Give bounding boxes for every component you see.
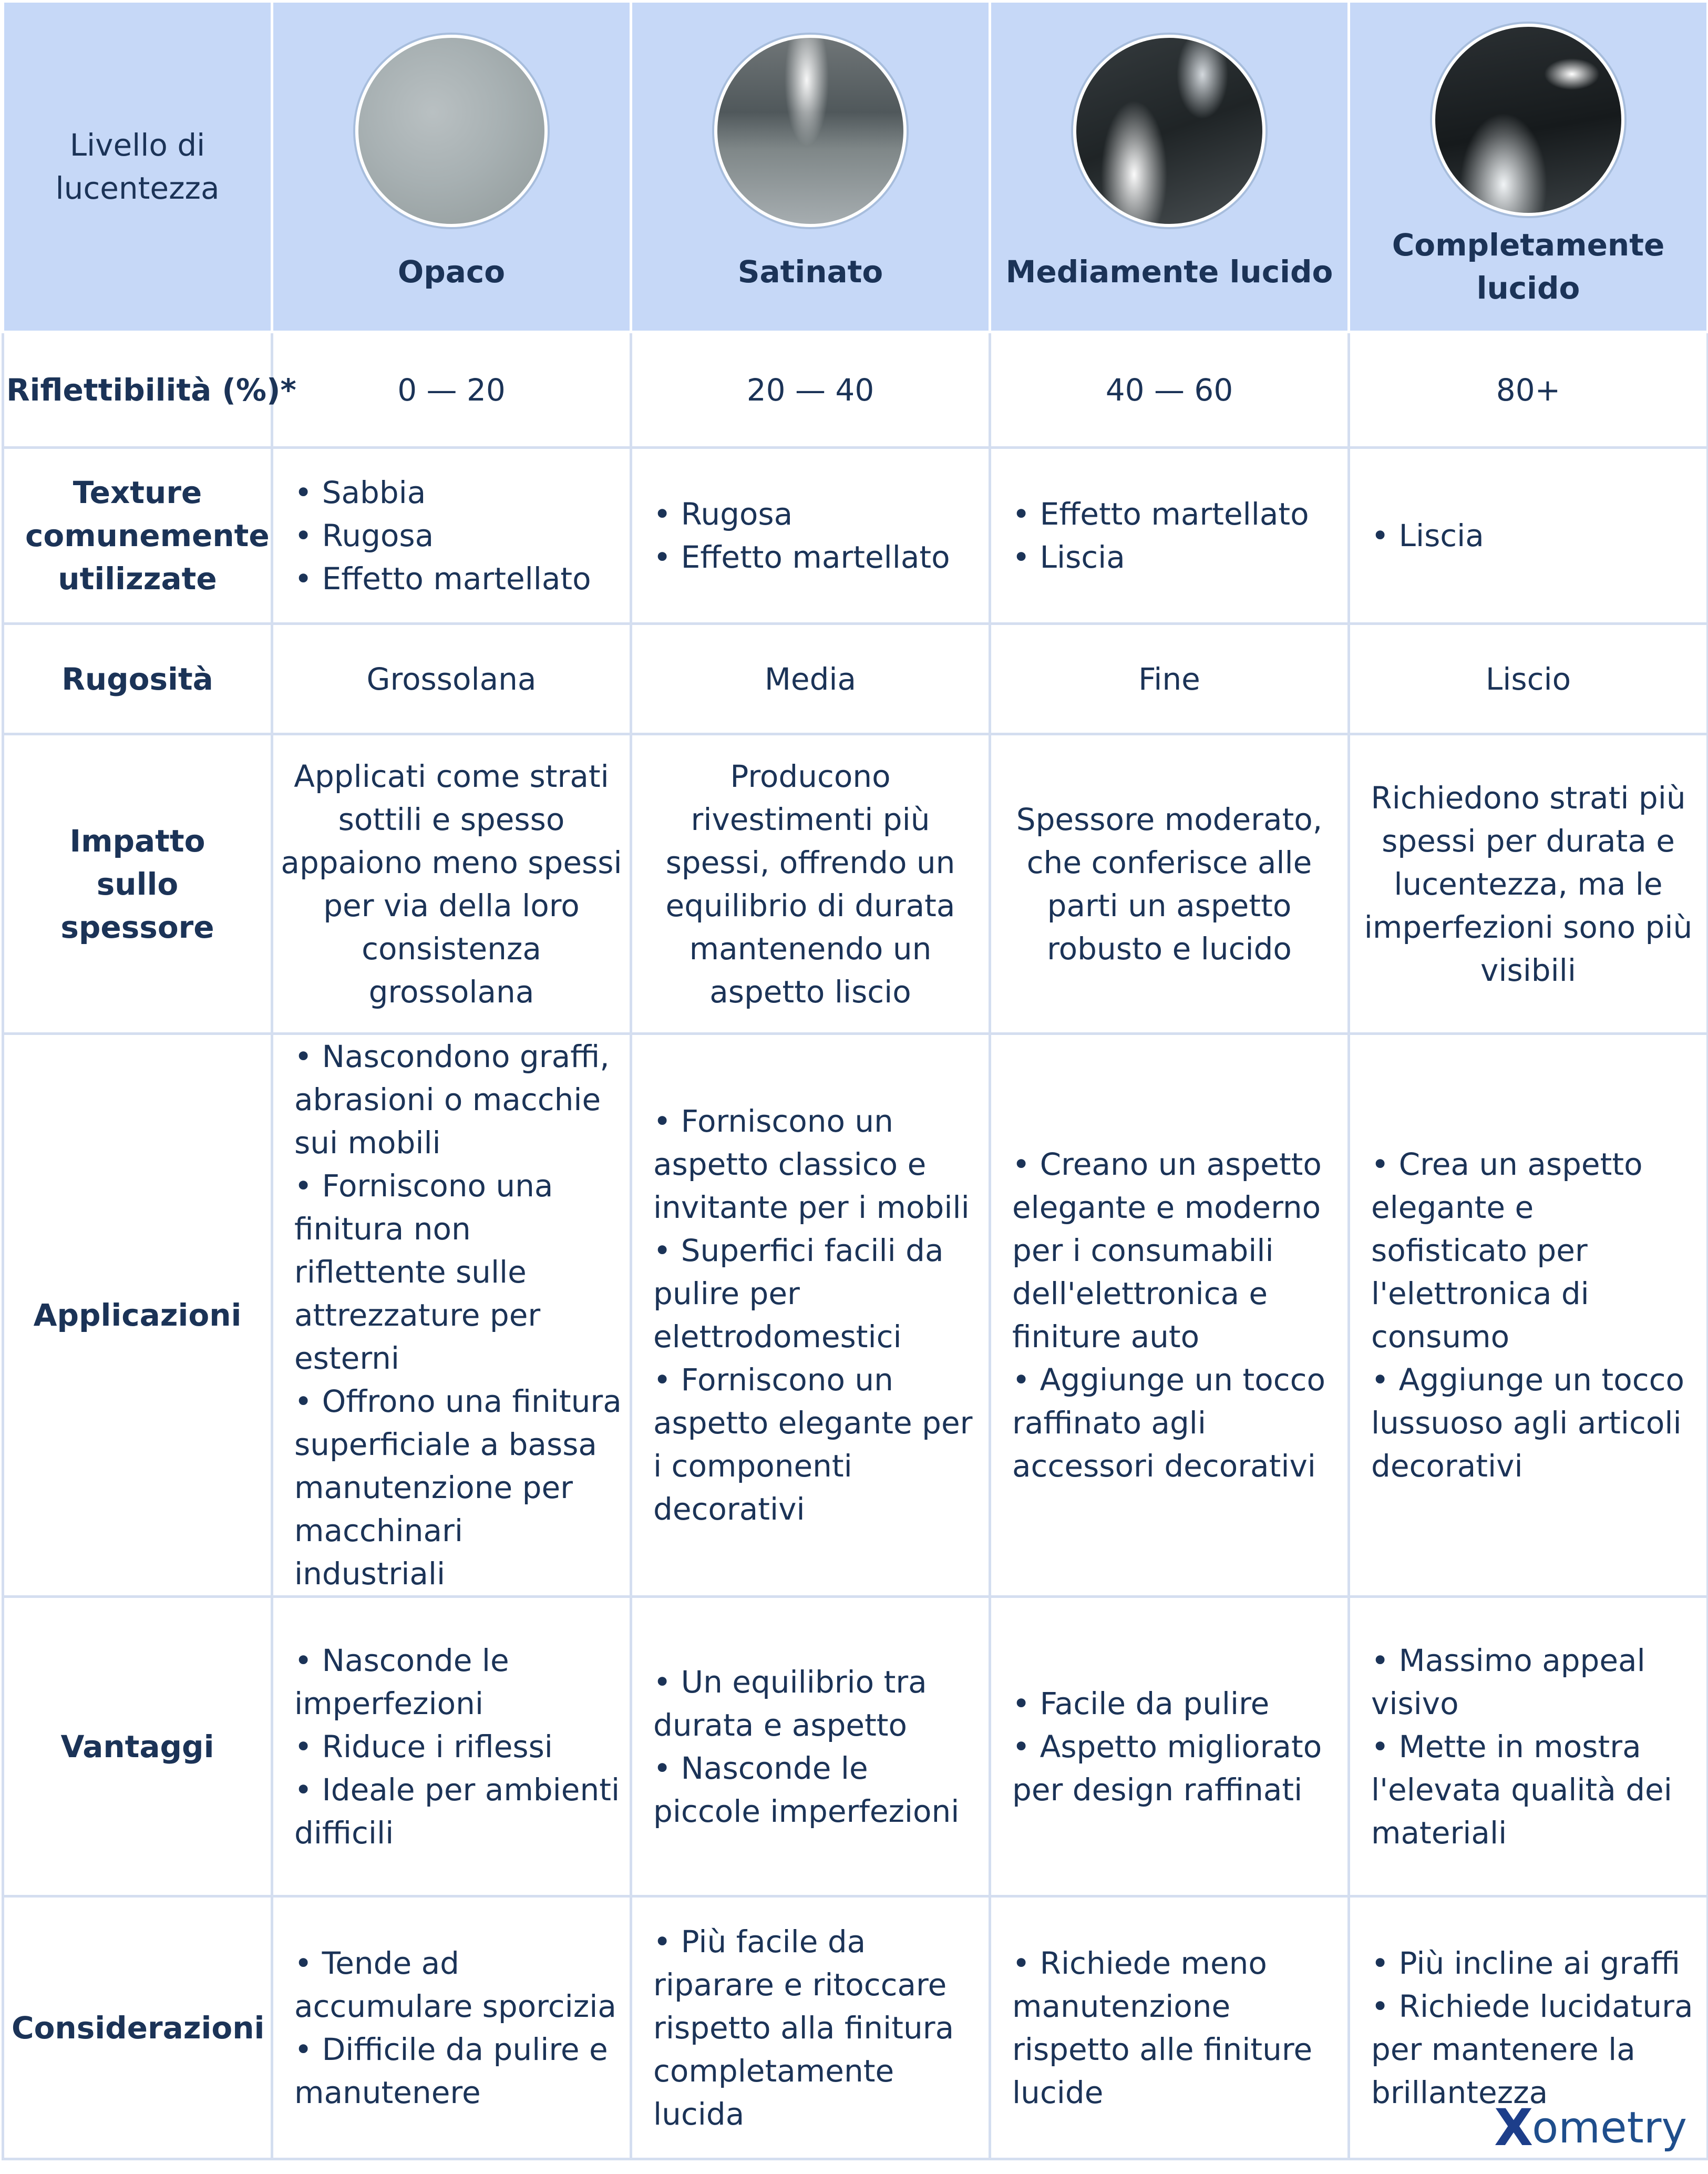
row-textures — [3, 448, 1708, 624]
bullet-list — [653, 493, 981, 579]
cell-value: Fine — [990, 624, 1349, 734]
col-header-label: Satinato — [737, 254, 883, 290]
bullet-list — [1371, 1143, 1699, 1488]
bullet-list — [1012, 493, 1340, 579]
bullet-item: • Difficile da pulire e manutenere — [294, 2031, 608, 2110]
cell-list — [272, 1597, 631, 1896]
cell-list — [990, 1597, 1349, 1896]
bullet-item: • Facile da pulire — [1012, 1685, 1270, 1721]
completamente-lucido-swatch-image — [1432, 24, 1624, 216]
row-thickness — [3, 734, 1708, 1034]
cell-list — [631, 1896, 990, 2159]
gloss-comparison-table — [2, 0, 1708, 2160]
cell-value: Liscio — [1349, 624, 1708, 734]
cell-list — [1349, 1034, 1708, 1597]
row-label: Rugosità — [3, 624, 272, 734]
bullet-item: • Liscia — [1371, 518, 1484, 553]
cell-value: Grossolana — [272, 624, 631, 734]
bullet-item: • Aggiunge un tocco raffinato agli accessori decorativi — [1012, 1362, 1325, 1484]
bullet-list — [1371, 514, 1699, 557]
cell-list — [1349, 1597, 1708, 1896]
satinato-swatch-image — [714, 35, 907, 227]
xometry-logo — [1494, 2098, 1687, 2157]
bullet-item: • Sabbia — [294, 475, 426, 510]
bullet-item: • Riduce i riflessi — [294, 1728, 553, 1765]
bullet-item: • Ideale per ambienti difficili — [294, 1771, 620, 1851]
cell-list — [990, 448, 1349, 624]
bullet-item: • Forniscono una finitura non riflettente sulle attrezzature per esterni — [294, 1168, 553, 1376]
cell-list — [1349, 448, 1708, 624]
cell-list — [631, 1034, 990, 1597]
bullet-list — [294, 1639, 622, 1854]
cell-value: Producono rivestimenti più spessi, offrendo un equilibrio di durata mantenendo un aspetto liscio — [631, 734, 990, 1034]
opaco-swatch-image — [355, 35, 548, 227]
row-roughness — [3, 624, 1708, 734]
bullet-item: • Liscia — [1012, 539, 1125, 575]
row-advantages — [3, 1597, 1708, 1896]
row-label: Riflettibilità (%)* — [3, 332, 272, 448]
bullet-item: • Creano un aspetto elegante e moderno per i consumabili dell'elettronica e finiture auto — [1012, 1146, 1322, 1355]
bullet-list — [1012, 1942, 1340, 2114]
cell-list — [631, 448, 990, 624]
bullet-list — [653, 1920, 981, 2136]
cell-list — [990, 1034, 1349, 1597]
bullet-list — [294, 1035, 622, 1595]
bullet-item: • Nascondono graffi, abrasioni o macchie sui mobili — [294, 1039, 610, 1161]
bullet-item: • Richiede meno manutenzione rispetto alle finiture lucide — [1012, 1945, 1313, 2110]
corner-label-text: Livello di lucentezza — [55, 127, 220, 206]
bullet-list — [294, 1942, 622, 2114]
bullet-item: • Effetto martellato — [1012, 496, 1309, 532]
col-header-label: Completamente lucido — [1392, 227, 1665, 306]
cell-value: 40 — 60 — [990, 332, 1349, 448]
bullet-item: • Rugosa — [294, 518, 434, 553]
bullet-list — [1012, 1682, 1340, 1811]
cell-list — [272, 448, 631, 624]
corner-label — [3, 2, 272, 332]
bullet-item: • Aggiunge un tocco lussuoso agli articoli decorativi — [1371, 1362, 1684, 1484]
cell-value: Richiedono strati più spessi per durata e lucentezza, ma le imperfezioni sono più visibili — [1349, 734, 1708, 1034]
bullet-item: • Nasconde le imperfezioni — [294, 1642, 509, 1721]
bullet-item: • Forniscono un aspetto classico e invitante per i mobili • Superfici facili da pulire per elettrodomestici — [653, 1103, 970, 1355]
bullet-item: • Più facile da riparare e ritoccare rispetto alla finitura completamente lucida — [653, 1923, 954, 2132]
row-label: Considerazioni — [3, 1896, 272, 2159]
cell-list — [631, 1597, 990, 1896]
bullet-list — [1371, 1942, 1699, 2114]
row-considerations — [3, 1896, 1708, 2159]
xometry-logo-x: X — [1494, 2098, 1534, 2157]
xometry-logo-rest: ometry — [1532, 2103, 1687, 2153]
row-label: Texture comunemente utilizzate — [3, 448, 272, 624]
bullet-item: • Effetto martellato — [294, 561, 591, 597]
bullet-item: • Più incline ai graffi — [1371, 1945, 1680, 1981]
bullet-item: • Forniscono un aspetto elegante per i componenti decorativi — [653, 1362, 973, 1527]
cell-list — [990, 1896, 1349, 2159]
bullet-list — [653, 1100, 981, 1531]
bullet-item: • Effetto martellato — [653, 539, 950, 575]
bullet-list — [294, 471, 622, 600]
cell-list — [272, 1896, 631, 2159]
bullet-item: • Richiede lucidatura per mantenere la brillantezza — [1371, 1988, 1693, 2110]
bullet-item: • Aspetto migliorato per design raffinati — [1012, 1728, 1322, 1808]
col-header-opaco — [272, 2, 631, 332]
cell-value: 0 — 20 — [272, 332, 631, 448]
cell-value: Spessore moderato, che conferisce alle parti un aspetto robusto e lucido — [990, 734, 1349, 1034]
bullet-item: • Rugosa — [653, 496, 793, 532]
row-label: Impatto sullo spessore — [3, 734, 272, 1034]
cell-value: 80+ — [1349, 332, 1708, 448]
bullet-item: • Massimo appeal visivo — [1371, 1642, 1645, 1721]
bullet-list — [1371, 1639, 1699, 1854]
cell-list — [272, 1034, 631, 1597]
cell-value: Media — [631, 624, 990, 734]
cell-value: Applicati come strati sottili e spesso appaiono meno spessi per via della loro consistenza grossolana — [272, 734, 631, 1034]
col-header-satinato — [631, 2, 990, 332]
row-label: Vantaggi — [3, 1597, 272, 1896]
mediamente-lucido-swatch-image — [1073, 35, 1265, 227]
row-applications — [3, 1034, 1708, 1597]
col-header-label: Opaco — [397, 254, 506, 290]
bullet-list — [653, 1660, 981, 1833]
bullet-item: • Offrono una finitura superficiale a bassa manutenzione per macchinari industriali — [294, 1383, 622, 1592]
bullet-list — [1012, 1143, 1340, 1488]
bullet-item: • Tende ad accumulare sporcizia — [294, 1945, 616, 2024]
bullet-item: • Crea un aspetto elegante e sofisticato per l'elettronica di consumo — [1371, 1146, 1643, 1355]
bullet-item: • Nasconde le piccole imperfezioni — [653, 1750, 960, 1829]
row-label: Applicazioni — [3, 1034, 272, 1597]
col-header-completamente-lucido — [1349, 2, 1708, 332]
bullet-item: • Mette in mostra l'elevata qualità dei materiali — [1371, 1728, 1672, 1851]
cell-value: 20 — 40 — [631, 332, 990, 448]
header-row — [3, 2, 1708, 332]
col-header-mediamente-lucido — [990, 2, 1349, 332]
col-header-label: Mediamente lucido — [1005, 254, 1333, 290]
bullet-item: • Un equilibrio tra durata e aspetto — [653, 1664, 927, 1743]
row-reflectivity — [3, 332, 1708, 448]
